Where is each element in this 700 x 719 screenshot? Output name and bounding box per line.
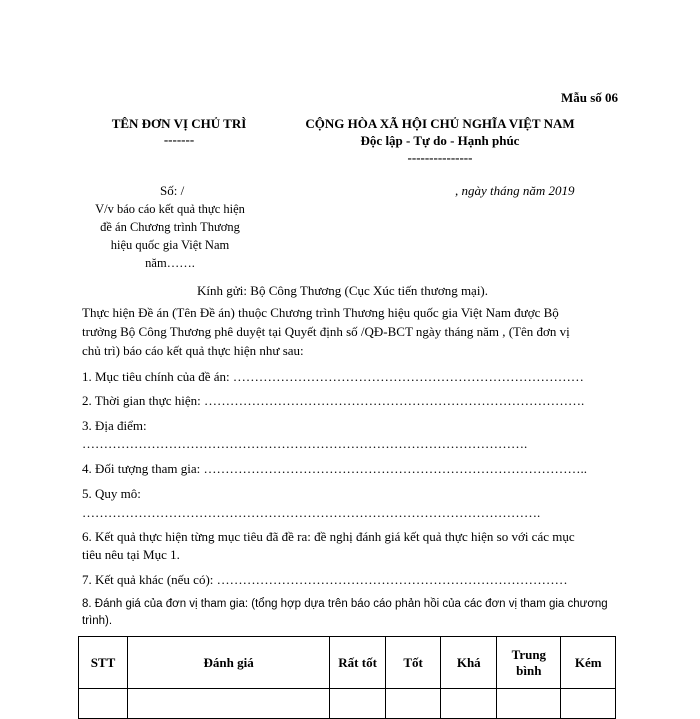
item-7-other-results: 7. Kết quả khác (nếu có): ………………………………………………………………………	[82, 572, 568, 587]
addressee: Kính gửi: Bộ Công Thương (Cục Xúc tiến thương mại).	[197, 283, 489, 298]
item-3-location: 3. Địa điểm:	[82, 418, 147, 433]
intro-line-2: trưởng Bộ Công Thương phê duyệt tại Quyết định số /QĐ-BCT ngày tháng năm , (Tên đơn vị	[82, 324, 570, 339]
item-2-time: 2. Thời gian thực hiện: …………………………………………………………………………….	[82, 393, 585, 408]
unit-divider: -------	[163, 132, 195, 147]
header-very-good: Rất tốt	[330, 637, 386, 689]
motto-divider: ---------------	[407, 150, 473, 165]
item-1-objective: 1. Mục tiêu chính của đề án: ………………………………………………………………………	[82, 369, 584, 384]
table-cell	[79, 689, 128, 719]
evaluation-table	[78, 636, 616, 719]
table-cell	[441, 689, 497, 719]
header-good: Tốt	[385, 637, 440, 689]
item-5-scale: 5. Quy mô:	[82, 486, 141, 501]
header-poor: Kém	[561, 637, 616, 689]
table-cell	[561, 689, 616, 719]
unit-name: TÊN ĐƠN VỊ CHỦ TRÌ	[111, 116, 247, 131]
table-cell	[127, 689, 329, 719]
item-6-results-line-1: 6. Kết quả thực hiện từng mục tiêu đã đề ra: đề nghị đánh giá kết quả thực hiện so với các mục	[82, 529, 575, 544]
header-stt: STT	[79, 637, 128, 689]
item-8-evaluation-line-2: trình).	[82, 615, 113, 627]
form-number: Mẫu số 06	[560, 90, 618, 105]
subject-line-4: năm…….	[145, 256, 195, 270]
table-header-row	[79, 637, 616, 689]
header-evaluation: Đánh giá	[127, 637, 329, 689]
item-3-dots: ………………………………………………………………………………………….	[82, 436, 528, 451]
intro-line-1: Thực hiện Đề án (Tên Đề án) thuộc Chương trình Thương hiệu quốc gia Việt Nam được Bộ	[82, 305, 559, 320]
item-8-evaluation-line-1: 8. Đánh giá của đơn vị tham gia: (tổng hợp dựa trên báo cáo phản hồi của các đơn vị tham gia chương	[82, 598, 608, 610]
document-date: , ngày tháng năm 2019	[455, 183, 575, 198]
header-average: Trung bình	[497, 637, 561, 689]
subject-line-2: đề án Chương trình Thương	[100, 220, 240, 234]
subject-line-3: hiệu quốc gia Việt Nam	[110, 238, 230, 252]
country-name: CỘNG HÒA XÃ HỘI CHỦ NGHĨA VIỆT NAM	[305, 116, 575, 131]
subject-line-1: V/v báo cáo kết quả thực hiện	[95, 202, 245, 216]
document-number: Số: /	[160, 183, 185, 198]
header-fair: Khá	[441, 637, 497, 689]
national-motto: Độc lập - Tự do - Hạnh phúc	[360, 133, 520, 148]
table-cell	[385, 689, 440, 719]
item-4-participants: 4. Đối tượng tham gia: ……………………………………………………………………………..	[82, 461, 588, 476]
table-cell	[330, 689, 386, 719]
item-5-dots: …………………………………………………………………………………………….	[82, 505, 541, 520]
item-6-results-line-2: tiêu nêu tại Mục 1.	[82, 547, 180, 562]
table-row	[79, 689, 616, 719]
intro-line-3: chủ trì) báo cáo kết quả thực hiện như sau:	[82, 343, 304, 358]
table-cell	[497, 689, 561, 719]
